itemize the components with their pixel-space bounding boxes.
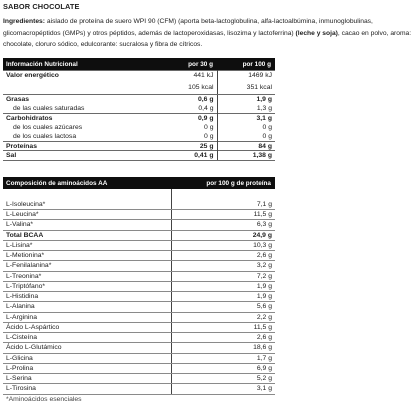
nutrition-label: Sal <box>3 151 161 160</box>
amino-row <box>3 251 275 261</box>
nutrition-label: Valor energético <box>3 71 161 83</box>
amino-row <box>3 363 275 373</box>
amino-label: L-Glicina <box>3 353 171 363</box>
nutrition-value-30g: 25 g <box>161 141 217 150</box>
amino-row <box>3 333 275 343</box>
amino-value <box>171 189 275 199</box>
amino-value: 24,9 g <box>171 230 275 240</box>
amino-label: L-Tirosina <box>3 384 171 394</box>
amino-label: L-Triptófano* <box>3 281 171 291</box>
amino-row <box>3 353 275 363</box>
amino-label: Ácido L-Glutámico <box>3 343 171 353</box>
nutrition-table <box>3 58 275 161</box>
nutrition-value-100g: 84 g <box>217 141 275 150</box>
nutrition-value-30g: 441 kJ <box>161 71 217 83</box>
amino-label: L-Metionina* <box>3 251 171 261</box>
amino-label: L-Valina* <box>3 220 171 230</box>
amino-label: L-Isoleucina* <box>3 199 171 209</box>
amino-row <box>3 281 275 291</box>
nutrition-value-30g: 0 g <box>161 132 217 141</box>
amino-label: Total BCAA <box>3 230 171 240</box>
amino-label: Ácido L-Aspártico <box>3 322 171 332</box>
amino-value: 11,5 g <box>171 210 275 220</box>
nutrition-label: de los cuales lactosa <box>13 133 77 140</box>
amino-value: 5,2 g <box>171 374 275 384</box>
nutrition-header-100g: por 100 g <box>217 58 275 71</box>
amino-row <box>3 322 275 332</box>
nutrition-label: de las cuales saturadas <box>13 104 85 112</box>
amino-value: 2,6 g <box>171 251 275 261</box>
amino-value: 2,2 g <box>171 312 275 322</box>
amino-label: L-Alanina <box>3 302 171 312</box>
amino-row <box>3 384 275 394</box>
nutrition-row <box>3 95 275 104</box>
amino-label: L-Lisina* <box>3 240 171 250</box>
nutrition-value-30g: 0 g <box>161 123 217 132</box>
allergens-text: (leche y soja) <box>295 29 338 37</box>
amino-value: 10,3 g <box>171 240 275 250</box>
nutrition-row <box>3 132 275 141</box>
ingredients-text: aislado de proteína de suero WPI 90 (CFM) (aporta beta-lactoglobulina, alfa-lactoalbúmina, inmunoglobulinas, glicomacropéptidos (GMPs) y otros péptidos, además de lactoperoxidasas, lisozima y lactoferrina) <box>3 18 373 37</box>
nutrition-row <box>3 113 275 122</box>
nutrition-value-30g: 0,6 g <box>161 95 217 104</box>
nutrition-value-30g: 0,4 g <box>161 104 217 113</box>
amino-value: 11,5 g <box>171 322 275 332</box>
amino-row <box>3 312 275 322</box>
nutrition-label: Proteínas <box>3 141 161 150</box>
amino-value: 3,2 g <box>171 261 275 271</box>
nutrition-label: Grasas <box>3 95 161 104</box>
amino-acid-table <box>3 177 275 404</box>
amino-value: 5,6 g <box>171 302 275 312</box>
nutrition-value-100g: 1,38 g <box>217 151 275 160</box>
amino-row <box>3 343 275 353</box>
amino-value: 6,9 g <box>171 363 275 373</box>
nutrition-value-30g: 0,9 g <box>161 113 217 122</box>
nutrition-label <box>3 83 161 95</box>
nutrition-value-100g: 351 kcal <box>217 83 275 95</box>
amino-row <box>3 220 275 230</box>
amino-header-label: Composición de aminoácidos AA <box>3 177 171 189</box>
nutrition-value-100g: 1,3 g <box>256 104 272 112</box>
amino-row <box>3 261 275 271</box>
amino-row <box>3 230 275 240</box>
amino-value: 18,6 g <box>171 343 275 353</box>
ingredients-text-end: , cacao en polvo, aroma: chocolate, cloruro sódico, edulcorante: sucralosa y fibra de cítricos. <box>3 29 412 49</box>
amino-footnote-row <box>3 394 275 404</box>
amino-header-value: por 100 g de proteína <box>171 177 275 189</box>
nutrition-value-30g: 0,41 g <box>161 151 217 160</box>
nutrition-value-100g: 3,1 g <box>217 113 275 122</box>
nutrition-row <box>3 104 275 113</box>
amino-value: 1,9 g <box>171 292 275 302</box>
ingredients-paragraph <box>3 16 413 51</box>
nutrition-value-100g: 0 g <box>262 123 272 131</box>
amino-value: 1,7 g <box>171 353 275 363</box>
amino-row <box>3 199 275 209</box>
nutrition-header-30g: por 30 g <box>161 58 217 71</box>
amino-value: 7,2 g <box>171 271 275 281</box>
amino-row <box>3 189 275 199</box>
amino-label <box>3 189 171 199</box>
nutrition-header-label: Información Nutricional <box>3 58 161 71</box>
amino-value: 3,1 g <box>171 384 275 394</box>
amino-footnote: *Aminoácidos esenciales <box>6 395 82 403</box>
ingredients-label: Ingredientes: <box>3 18 45 25</box>
nutrition-row <box>3 71 275 83</box>
amino-value: 7,1 g <box>171 199 275 209</box>
amino-label: L-Histidina <box>3 292 171 302</box>
amino-label: L-Arginina <box>3 312 171 322</box>
amino-label: L-Prolina <box>3 363 171 373</box>
amino-row <box>3 240 275 250</box>
nutrition-value-30g: 105 kcal <box>161 83 217 95</box>
nutrition-row <box>3 141 275 150</box>
amino-row <box>3 292 275 302</box>
nutrition-row <box>3 151 275 160</box>
amino-label: L-Leucina* <box>3 210 171 220</box>
amino-row <box>3 374 275 384</box>
amino-row <box>3 302 275 312</box>
amino-value: 1,9 g <box>171 281 275 291</box>
amino-row <box>3 271 275 281</box>
amino-label: L-Serina <box>3 374 171 384</box>
amino-label: L-Cisteína <box>3 333 171 343</box>
nutrition-row <box>3 83 275 95</box>
nutrition-value-100g: 1,9 g <box>217 95 275 104</box>
amino-row <box>3 210 275 220</box>
amino-value: 6,3 g <box>171 220 275 230</box>
amino-label: L-Treonina* <box>3 271 171 281</box>
nutrition-header-row <box>3 58 275 71</box>
nutrition-value-100g: 1469 kJ <box>217 71 275 83</box>
nutrition-label: Carbohidratos <box>3 113 161 122</box>
nutrition-value-100g: 0 g <box>262 133 272 140</box>
nutrition-row <box>3 123 275 132</box>
nutrition-label: de los cuales azúcares <box>13 123 83 131</box>
flavor-title: SABOR CHOCOLATE <box>3 2 80 11</box>
amino-header-row <box>3 177 275 189</box>
amino-label: L-Fenilalanina* <box>3 261 171 271</box>
amino-value: 2,6 g <box>171 333 275 343</box>
